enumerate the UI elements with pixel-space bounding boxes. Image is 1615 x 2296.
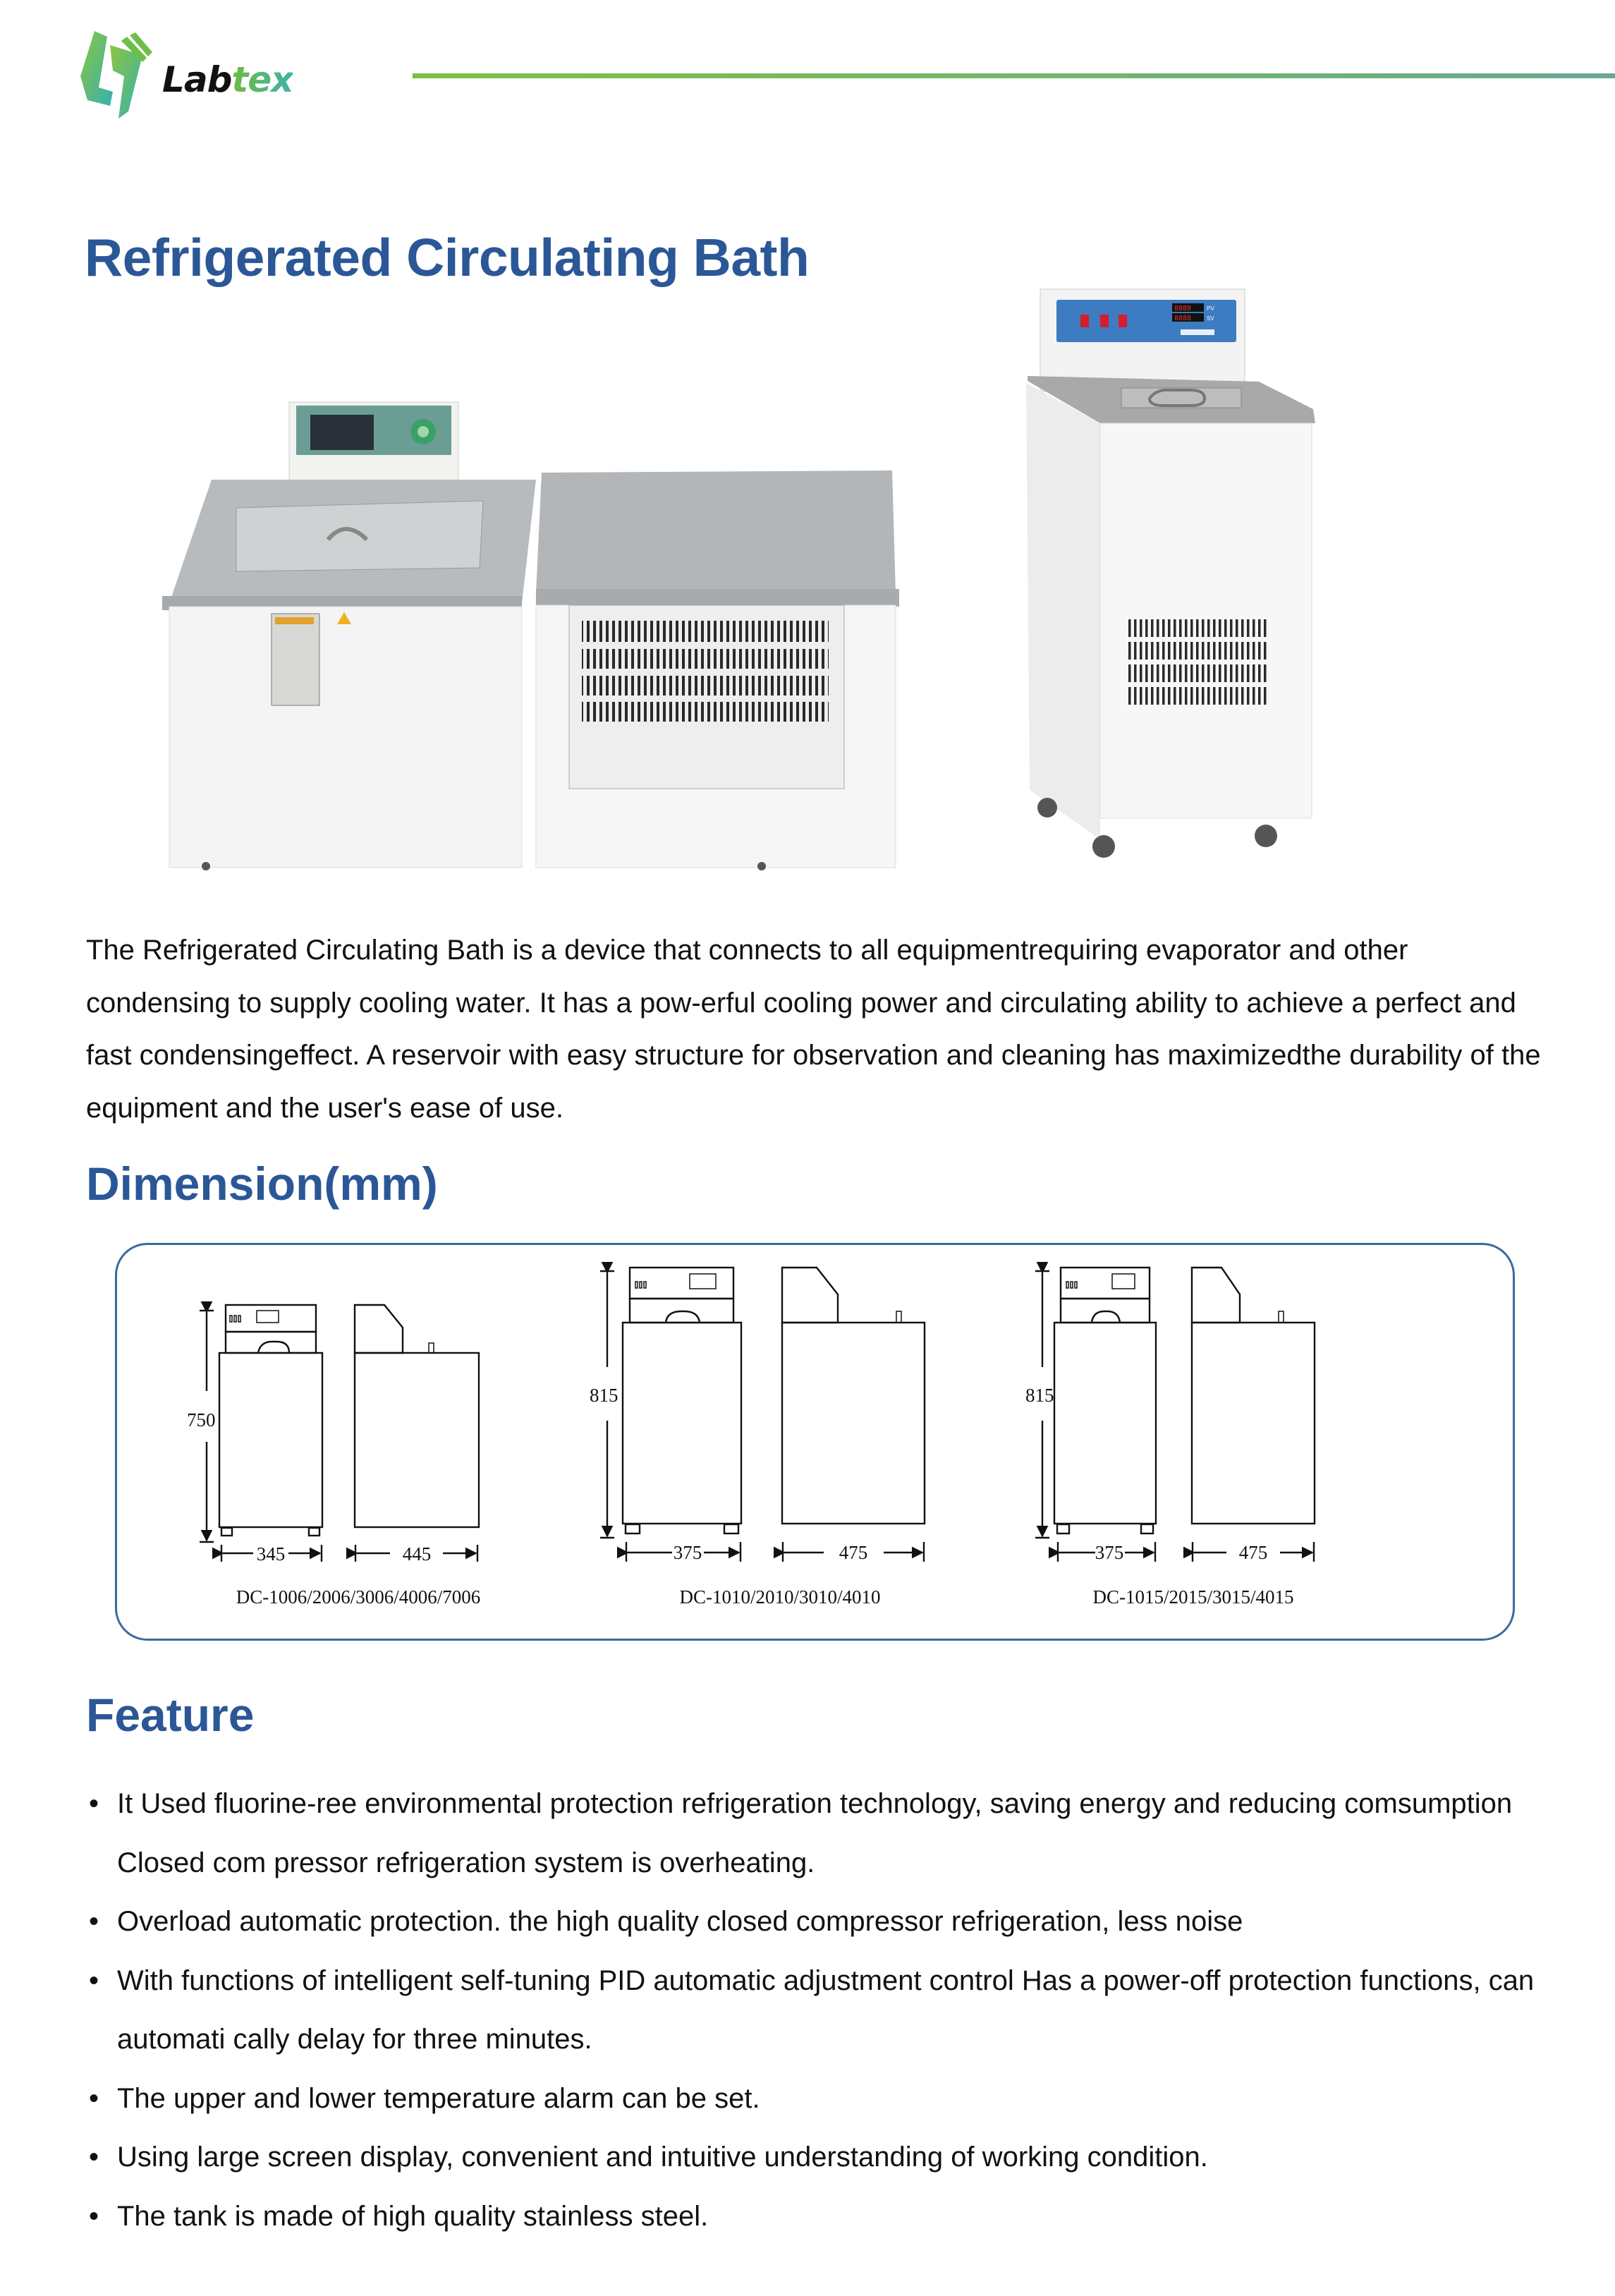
- feature-item: [86, 1952, 1567, 2070]
- product-photo-low-profile: [155, 381, 903, 875]
- height-label-3: 815: [1025, 1385, 1054, 1406]
- model-label-1: DC-1006/2006/3006/4006/7006: [236, 1586, 481, 1608]
- feature-text: With functions of intelligent self-tuning PID automatic adjustment control Has a power-off protection functions, can automati cally delay for three minutes.: [117, 1964, 1535, 2055]
- vent-grille: [582, 621, 829, 642]
- logo-wordmark: [162, 59, 293, 100]
- bullet-icon: •: [89, 2200, 99, 2232]
- feature-list: [86, 1775, 1567, 2246]
- labtex-logo-mark-icon: [79, 27, 164, 126]
- drawing-group-3: [1035, 1268, 1315, 1562]
- page-title: Refrigerated Circulating Bath: [85, 228, 810, 287]
- bullet-icon: •: [89, 1788, 99, 1819]
- feature-text: It Used fluorine-ree environmental protection refrigeration technology, saving energy and reducing comsumption Closed com pressor refrigeration system is overheating.: [117, 1788, 1513, 1878]
- model-label-2: DC-1010/2010/3010/4010: [679, 1586, 881, 1608]
- header-divider: [413, 73, 1615, 78]
- height-label-1: 750: [187, 1409, 216, 1431]
- bullet-icon: •: [89, 1906, 99, 1937]
- product-description: The Refrigerated Circulating Bath is a device that connects to all equipmentrequiring evaporator and other condensing to supply cooling water. It has a pow-erful cooling power and circulating ability to achieve a perfect and fast condensingeffect. A reservoir with easy structure for observation and cleaning has maximizedthe durability of the equipment and the user's ease of use.: [86, 935, 1541, 1124]
- drawing-group-2: [600, 1268, 925, 1562]
- width-label-3: 375: [1095, 1542, 1124, 1563]
- sv-label: SV: [1207, 315, 1214, 322]
- depth-label-1: 445: [402, 1543, 432, 1565]
- depth-label-3: 475: [1238, 1542, 1268, 1563]
- feature-heading: Feature: [86, 1689, 255, 1741]
- touchscreen-display: [310, 415, 374, 450]
- height-label-2: 815: [590, 1385, 618, 1406]
- drawing-group-1: [200, 1305, 479, 1562]
- feature-text: The upper and lower temperature alarm can be set.: [117, 2082, 760, 2114]
- labtex-logo: [79, 27, 340, 126]
- warning-label: [272, 614, 319, 705]
- pv-label: PV: [1207, 305, 1214, 312]
- feature-text: Overload automatic protection. the high quality closed compressor refrigeration, less noise: [117, 1906, 1243, 1937]
- width-label-1: 345: [256, 1543, 286, 1565]
- feature-text: The tank is made of high quality stainless steel.: [117, 2200, 709, 2232]
- sv-display: 8888: [1174, 315, 1192, 322]
- logo-word-tex: tex: [231, 59, 293, 100]
- feature-item: [86, 1775, 1567, 1893]
- dimension-diagram: [115, 1243, 1515, 1641]
- width-label-2: 375: [673, 1542, 702, 1563]
- bullet-icon: •: [89, 2082, 99, 2114]
- feature-item: [86, 1893, 1567, 1952]
- feature-item: [86, 2187, 1567, 2247]
- model-label-3: DC-1015/2015/3015/4015: [1092, 1586, 1294, 1608]
- pv-display: 8888: [1174, 305, 1192, 312]
- feature-item: [86, 2070, 1567, 2129]
- bullet-icon: •: [89, 1964, 99, 1996]
- dimension-heading: Dimension(mm): [86, 1158, 438, 1210]
- bullet-icon: •: [89, 2142, 99, 2173]
- logo-word-lab: Lab: [162, 59, 232, 100]
- depth-label-2: 475: [839, 1542, 868, 1563]
- feature-item: [86, 2128, 1567, 2187]
- feature-text: Using large screen display, convenient and intuitive understanding of working condition.: [117, 2142, 1208, 2173]
- product-photo-upright: [1016, 282, 1453, 889]
- rocker-switches: [1080, 315, 1127, 327]
